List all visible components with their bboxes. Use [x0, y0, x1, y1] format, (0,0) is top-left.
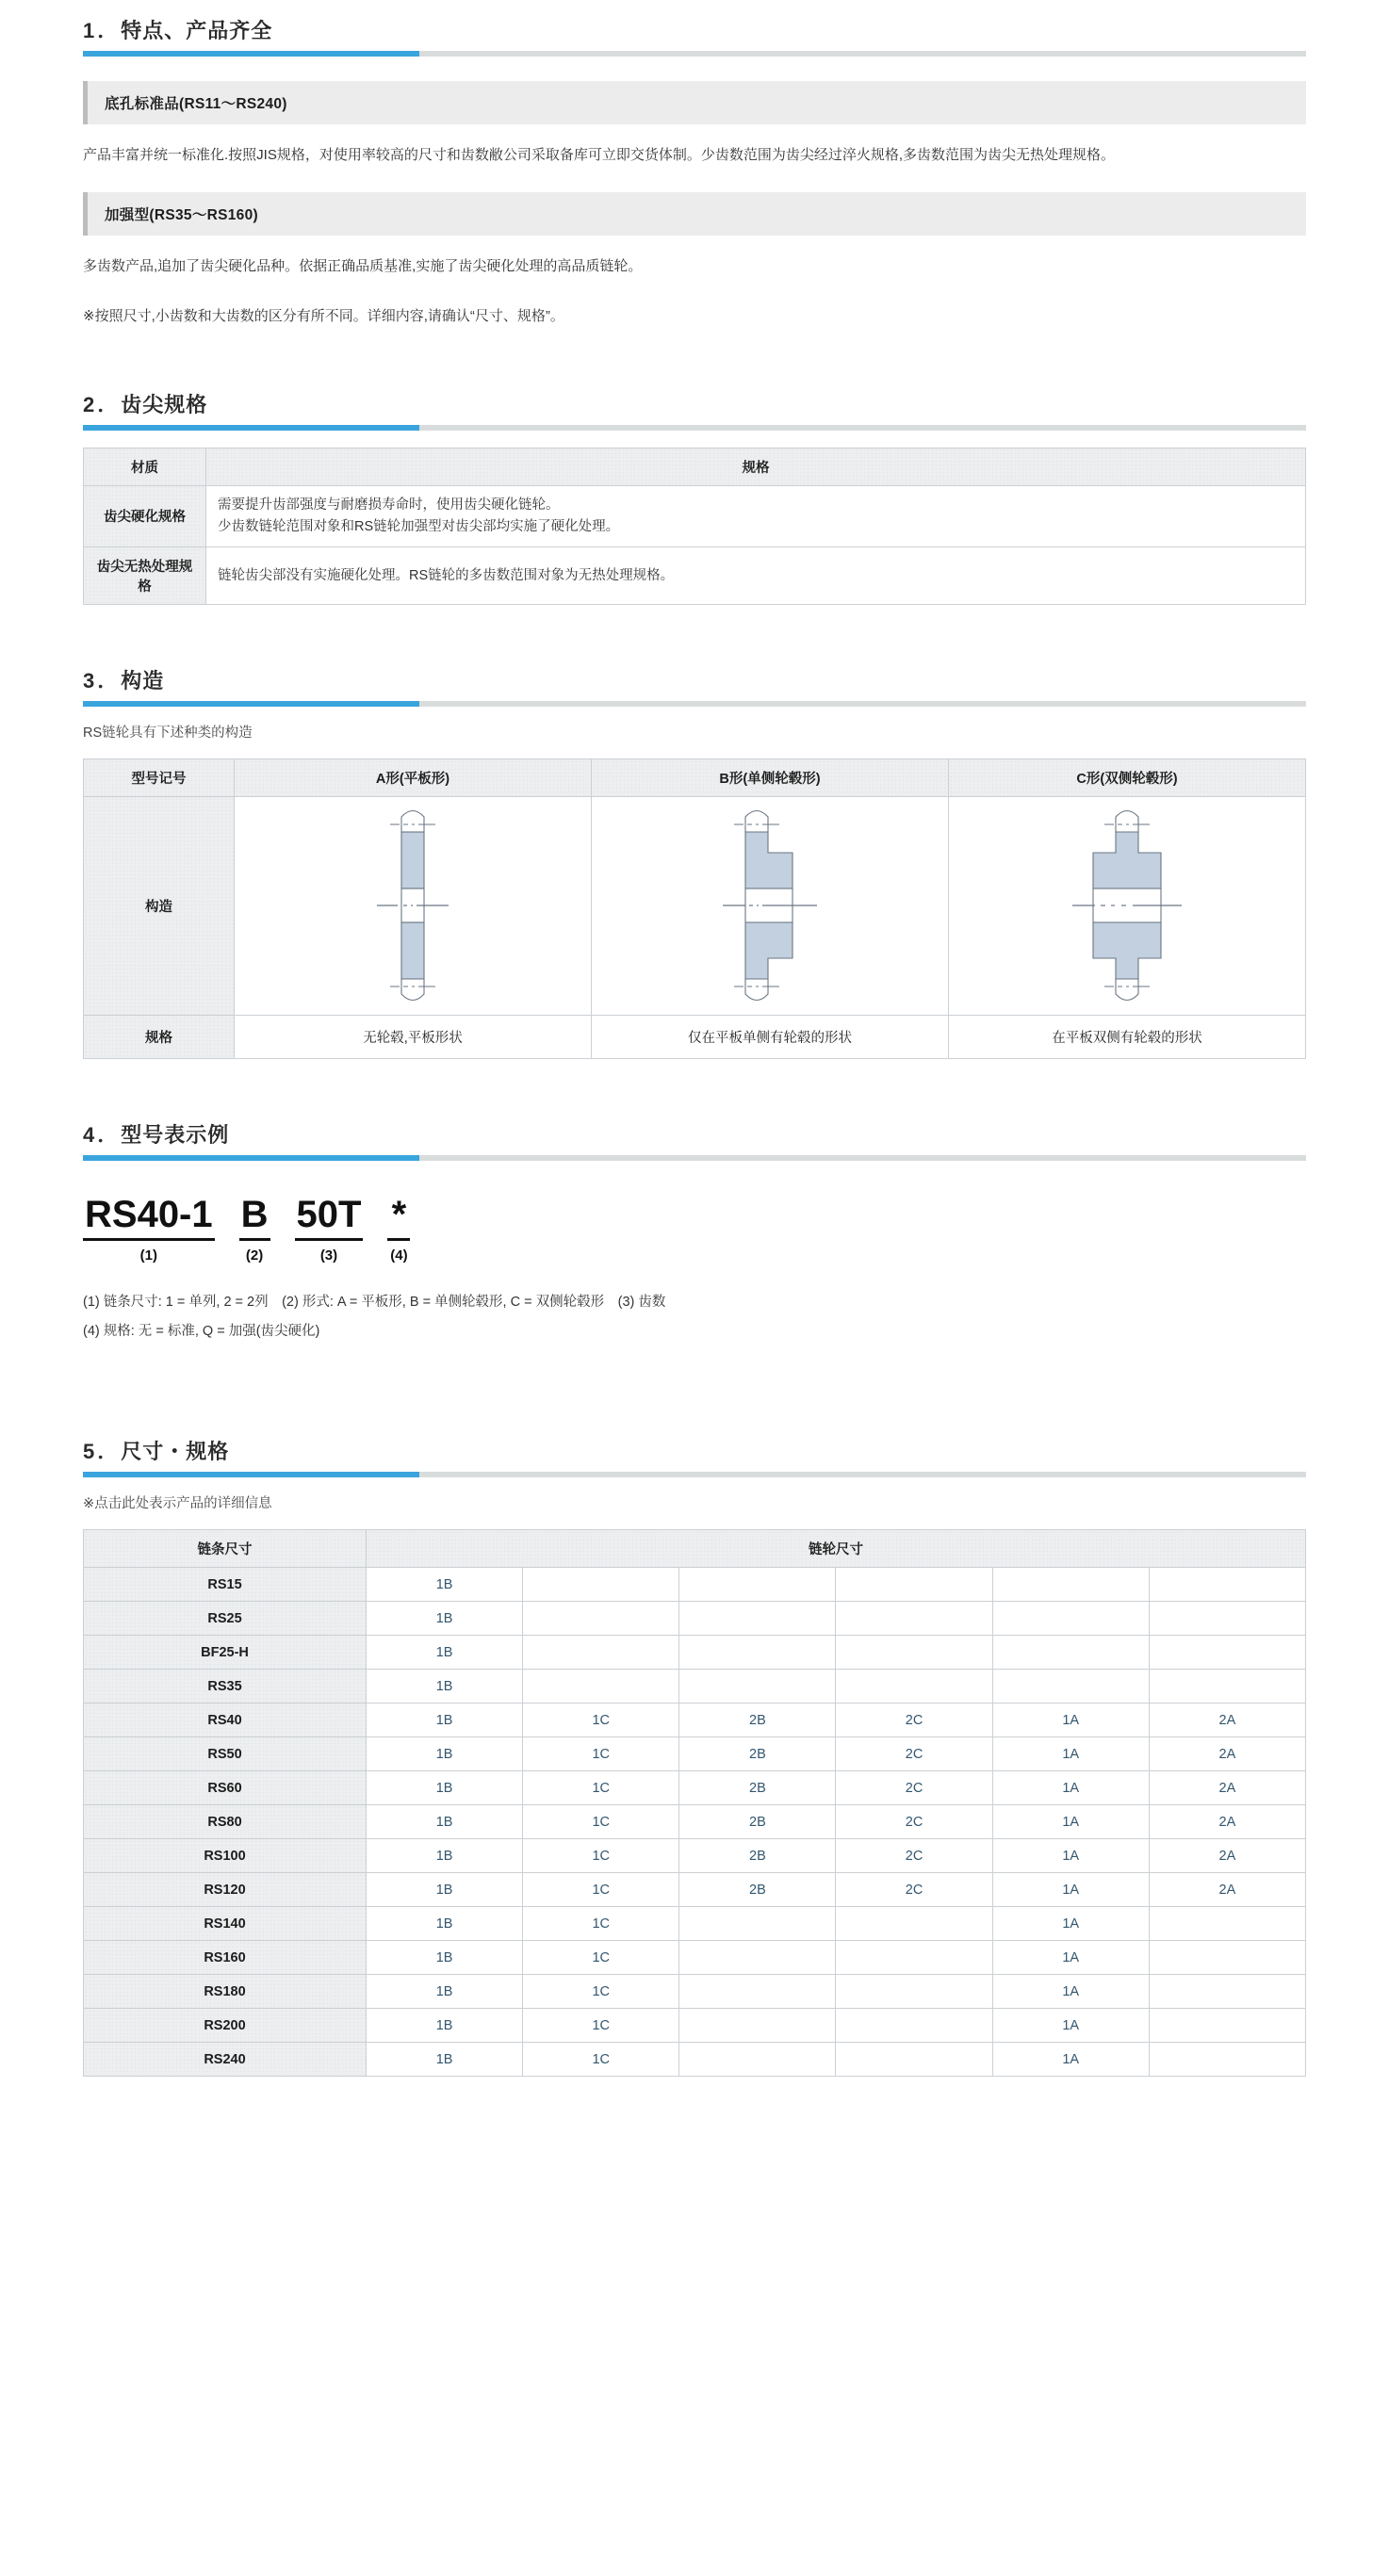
cell-diagram-a — [235, 797, 592, 1016]
sprocket-size-empty-cell — [1149, 1907, 1305, 1941]
sprocket-size-link[interactable]: 1A — [992, 1805, 1149, 1839]
sprocket-size-link[interactable]: 1C — [523, 1771, 679, 1805]
sprocket-size-link[interactable]: 2B — [679, 1737, 836, 1771]
section-1-heading — [0, 15, 1389, 57]
sprocket-size-empty-cell — [836, 1975, 992, 2009]
sprocket-size-empty-cell — [679, 1907, 836, 1941]
table-row — [84, 2043, 1306, 2077]
section-2-title-text: 齿尖规格 — [121, 392, 208, 416]
sprocket-size-empty-cell — [1149, 1941, 1305, 1975]
table-row-diagrams — [84, 797, 1306, 1016]
spacer-after-section-1 — [0, 329, 1389, 389]
sprocket-size-empty-cell — [679, 1941, 836, 1975]
sprocket-size-empty-cell — [1149, 1636, 1305, 1670]
sprocket-size-link[interactable]: 1A — [992, 1873, 1149, 1907]
construction-intro: RS链轮具有下述种类的构造 — [83, 726, 253, 742]
model-code-legend — [83, 1288, 1306, 1345]
spec-type-a: 无轮毂,平板形状 — [235, 1016, 592, 1059]
cell-diagram-c — [949, 797, 1306, 1016]
section-5-title — [83, 1436, 1306, 1472]
header-sprocket-size: 链轮尺寸 — [367, 1530, 1306, 1568]
table-row — [84, 1839, 1306, 1873]
sprocket-size-link[interactable]: 2A — [1149, 1839, 1305, 1873]
table-row — [84, 1805, 1306, 1839]
row-label-chain-size: RS80 — [84, 1805, 367, 1839]
header-model-symbol: 型号记号 — [84, 759, 235, 797]
table-row — [84, 1907, 1306, 1941]
code-segment-4 — [387, 1193, 410, 1264]
section-5-heading — [0, 1436, 1389, 1477]
header-type-a: A形(平板形) — [235, 759, 592, 797]
sprocket-size-empty-cell — [679, 1975, 836, 2009]
section-1-rule — [83, 51, 1306, 57]
sprocket-size-empty-cell — [992, 1670, 1149, 1704]
page-bottom-spacer — [0, 2077, 1389, 2120]
table-row — [84, 547, 1306, 605]
spec-line: 需要提升齿部强度与耐磨损寿命时，使用齿尖硬化链轮。 — [218, 497, 560, 513]
spacer-after-section-4 — [0, 1345, 1389, 1436]
sprocket-size-empty-cell — [679, 1636, 836, 1670]
dimensions-table — [83, 1529, 1306, 2077]
section-features — [0, 15, 1389, 329]
section-3-title — [83, 665, 1306, 701]
table-row — [84, 1602, 1306, 1636]
cell-diagram-b — [592, 797, 949, 1016]
table-header-row — [84, 1530, 1306, 1568]
code-glyph-tooth-count: 50T — [295, 1193, 364, 1241]
sprocket-size-link[interactable]: 2A — [1149, 1805, 1305, 1839]
sprocket-size-link[interactable]: 2C — [836, 1771, 992, 1805]
section-tooth-tip-spec — [0, 389, 1389, 605]
sprocket-size-link[interactable]: 1B — [367, 2009, 523, 2043]
sprocket-size-link[interactable]: 1C — [523, 1704, 679, 1737]
row-label-chain-size: RS35 — [84, 1670, 367, 1704]
sprocket-size-link[interactable]: 2C — [836, 1805, 992, 1839]
section-3-number: 3． — [83, 669, 122, 693]
sprocket-size-link[interactable]: 1A — [992, 2009, 1149, 2043]
row-label-chain-size: RS160 — [84, 1941, 367, 1975]
sprocket-size-link[interactable]: 1A — [992, 1771, 1149, 1805]
sprocket-size-empty-cell — [1149, 1568, 1305, 1602]
sprocket-size-empty-cell — [836, 1602, 992, 1636]
table-row — [84, 1975, 1306, 2009]
sprocket-size-link[interactable]: 1A — [992, 1907, 1149, 1941]
section-4-title-text: 型号表示例 — [121, 1123, 230, 1148]
sprocket-size-link[interactable]: 1A — [992, 1839, 1149, 1873]
sprocket-size-link[interactable]: 2C — [836, 1873, 992, 1907]
table-row — [84, 1873, 1306, 1907]
sprocket-size-empty-cell — [992, 1636, 1149, 1670]
sprocket-size-link[interactable]: 1B — [367, 1704, 523, 1737]
section-3-rule — [83, 701, 1306, 707]
table-header-row — [84, 759, 1306, 797]
spec-type-b: 仅在平板单侧有轮毂的形状 — [592, 1016, 949, 1059]
row-label-chain-size: RS120 — [84, 1873, 367, 1907]
table-header-row — [84, 448, 1306, 485]
sprocket-type-a-diagram — [319, 800, 507, 1012]
row-label-chain-size: RS50 — [84, 1737, 367, 1771]
sprocket-size-link[interactable]: 1B — [367, 1670, 523, 1704]
sprocket-size-link[interactable]: 1B — [367, 1771, 523, 1805]
sprocket-size-link[interactable]: 2B — [679, 1704, 836, 1737]
sprocket-size-empty-cell — [836, 1636, 992, 1670]
row-label-chain-size: RS40 — [84, 1704, 367, 1737]
row-label-chain-size: RS140 — [84, 1907, 367, 1941]
sprocket-size-empty-cell — [992, 1602, 1149, 1636]
row-label-chain-size: RS200 — [84, 2009, 367, 2043]
sprocket-size-empty-cell — [679, 1568, 836, 1602]
dimensions-intro: ※点击此处表示产品的详细信息 — [83, 1496, 272, 1511]
band-standard-bore: 底孔标准品(RS11～RS240) — [83, 81, 1306, 124]
sprocket-size-link[interactable]: 2C — [836, 1704, 992, 1737]
sprocket-size-link[interactable]: 1C — [523, 1839, 679, 1873]
row-label-chain-size: RS240 — [84, 2043, 367, 2077]
section-dimensions — [0, 1436, 1389, 2077]
table-row-specs — [84, 1016, 1306, 1059]
sprocket-size-link[interactable]: 1B — [367, 1873, 523, 1907]
section-2-number: 2． — [83, 392, 122, 416]
sprocket-size-empty-cell — [992, 1568, 1149, 1602]
section-5-title-text: 尺寸・规格 — [121, 1440, 230, 1463]
sprocket-size-link[interactable]: 1B — [367, 1636, 523, 1670]
section-3-title-text: 构造 — [121, 669, 165, 693]
section-1-title — [83, 15, 1306, 51]
sprocket-size-empty-cell — [1149, 2043, 1305, 2077]
spec-type-c: 在平板双侧有轮毂的形状 — [949, 1016, 1306, 1059]
sprocket-size-empty-cell — [523, 1670, 679, 1704]
sprocket-size-link[interactable]: 1B — [367, 1907, 523, 1941]
sprocket-size-link[interactable]: 1B — [367, 1975, 523, 2009]
sprocket-size-link[interactable]: 1A — [992, 2043, 1149, 2077]
table-row — [84, 2009, 1306, 2043]
row-label-chain-size: BF25-H — [84, 1636, 367, 1670]
spacer-after-section-2 — [0, 605, 1389, 665]
section-2-heading — [0, 389, 1389, 431]
section-construction — [0, 665, 1389, 1059]
sprocket-size-link[interactable]: 1C — [523, 1873, 679, 1907]
row-label-chain-size: RS25 — [84, 1602, 367, 1636]
sprocket-size-link[interactable]: 2A — [1149, 1737, 1305, 1771]
sprocket-size-link[interactable]: 1A — [992, 1704, 1149, 1737]
section-4-rule — [83, 1155, 1306, 1161]
spacer-after-section-3 — [0, 1059, 1389, 1119]
sprocket-size-empty-cell — [1149, 1602, 1305, 1636]
sprocket-size-link[interactable]: 1A — [992, 1941, 1149, 1975]
sprocket-size-empty-cell — [836, 1568, 992, 1602]
sprocket-size-empty-cell — [679, 2043, 836, 2077]
sprocket-type-c-diagram — [1033, 800, 1221, 1012]
sprocket-size-link[interactable]: 1C — [523, 1737, 679, 1771]
row-label-hardened: 齿尖硬化规格 — [84, 485, 206, 546]
sprocket-size-link[interactable]: 1B — [367, 1602, 523, 1636]
sprocket-size-empty-cell — [1149, 1670, 1305, 1704]
top-spacer — [0, 0, 1389, 15]
code-segment-1 — [83, 1193, 215, 1264]
sprocket-size-link[interactable]: 2A — [1149, 1771, 1305, 1805]
sprocket-size-link[interactable]: 2B — [679, 1805, 836, 1839]
table-row — [84, 1670, 1306, 1704]
section-4-number: 4． — [83, 1123, 122, 1148]
sprocket-size-empty-cell — [836, 2043, 992, 2077]
sprocket-size-link[interactable]: 1B — [367, 1568, 523, 1602]
sprocket-size-link[interactable]: 1C — [523, 1941, 679, 1975]
sprocket-size-link[interactable]: 2B — [679, 1771, 836, 1805]
legend-line-1: (1) 链条尺寸: 1 = 单列, 2 = 2列 (2) 形式: A = 平板形, B = 单侧轮毂形, C = 双侧轮毂形 (3) 齿数 — [83, 1295, 666, 1311]
spec-line: 少齿数链轮范围对象和RS链轮加强型对齿尖部均实施了硬化处理。 — [218, 518, 620, 534]
sprocket-size-empty-cell — [836, 1907, 992, 1941]
header-material: 材质 — [84, 448, 206, 485]
row-label-chain-size: RS180 — [84, 1975, 367, 2009]
table-row — [84, 1568, 1306, 1602]
sprocket-size-link[interactable]: 1C — [523, 1975, 679, 2009]
table-row — [84, 1636, 1306, 1670]
sprocket-size-empty-cell — [836, 2009, 992, 2043]
sprocket-size-link[interactable]: 1B — [367, 1805, 523, 1839]
sprocket-size-empty-cell — [679, 1602, 836, 1636]
row-body-untreated — [206, 547, 1306, 605]
sprocket-size-empty-cell — [523, 1636, 679, 1670]
code-index-3: (3) — [319, 1247, 338, 1264]
code-glyph-form: B — [239, 1193, 270, 1241]
table-row — [84, 1941, 1306, 1975]
sprocket-size-link[interactable]: 1C — [523, 1907, 679, 1941]
table-row — [84, 1771, 1306, 1805]
sprocket-type-b-diagram — [676, 800, 864, 1012]
code-index-4: (4) — [390, 1247, 408, 1264]
sprocket-size-link[interactable]: 1C — [523, 1805, 679, 1839]
sprocket-size-link[interactable]: 1C — [523, 2043, 679, 2077]
table-row — [84, 1704, 1306, 1737]
row-label-chain-size: RS60 — [84, 1771, 367, 1805]
tooth-tip-spec-table — [83, 448, 1306, 605]
code-glyph-chain-size: RS40-1 — [83, 1193, 215, 1241]
row-label-construction: 构造 — [84, 797, 235, 1016]
sprocket-size-link[interactable]: 1C — [523, 2009, 679, 2043]
code-segment-3 — [295, 1193, 364, 1264]
legend-line-2: (4) 规格: 无 = 标准, Q = 加强(齿尖硬化) — [83, 1323, 320, 1339]
sprocket-size-empty-cell — [679, 2009, 836, 2043]
sprocket-size-empty-cell — [836, 1941, 992, 1975]
header-type-c: C形(双侧轮毂形) — [949, 759, 1306, 797]
section-4-heading — [0, 1119, 1389, 1161]
row-label-chain-size: RS100 — [84, 1839, 367, 1873]
paragraph-size-note: ※按照尺寸,小齿数和大齿数的区分有所不同。详细内容,请确认“尺寸、规格”。 — [83, 307, 564, 324]
sprocket-size-empty-cell — [1149, 1975, 1305, 2009]
table-row — [84, 485, 1306, 546]
sprocket-size-link[interactable]: 2B — [679, 1873, 836, 1907]
row-label-spec: 规格 — [84, 1016, 235, 1059]
section-2-rule — [83, 425, 1306, 431]
table-row — [84, 1737, 1306, 1771]
section-5-number: 5． — [83, 1440, 122, 1463]
model-code-row — [83, 1193, 1306, 1264]
construction-table — [83, 758, 1306, 1059]
code-index-2: (2) — [245, 1247, 264, 1264]
spec-line: 链轮齿尖部没有实施硬化处理。RS链轮的多齿数范围对象为无热处理规格。 — [218, 567, 675, 583]
dimensions-table-body — [84, 1568, 1306, 2077]
header-type-b: B形(单侧轮毂形) — [592, 759, 949, 797]
sprocket-size-empty-cell — [523, 1602, 679, 1636]
section-1-title-text: 特点、产品齐全 — [121, 19, 273, 42]
band-reinforced: 加强型(RS35～RS160) — [83, 192, 1306, 236]
section-4-title — [83, 1119, 1306, 1155]
row-label-untreated: 齿尖无热处理规格 — [84, 547, 206, 605]
section-5-rule — [83, 1472, 1306, 1477]
section-model-code — [0, 1119, 1389, 1345]
row-body-hardened — [206, 485, 1306, 546]
sprocket-size-empty-cell — [1149, 2009, 1305, 2043]
sprocket-size-link[interactable]: 2C — [836, 1737, 992, 1771]
sprocket-size-link[interactable]: 2B — [679, 1839, 836, 1873]
code-index-1: (1) — [139, 1247, 157, 1264]
sprocket-size-link[interactable]: 2C — [836, 1839, 992, 1873]
sprocket-size-link[interactable]: 1B — [367, 1839, 523, 1873]
code-segment-2 — [239, 1193, 270, 1264]
paragraph-reinforced: 多齿数产品,追加了齿尖硬化品种。依据正确品质基准,实施了齿尖硬化处理的高品质链轮。 — [83, 258, 643, 275]
sprocket-size-link[interactable]: 1A — [992, 1737, 1149, 1771]
sprocket-size-link[interactable]: 2A — [1149, 1704, 1305, 1737]
paragraph-standard-bore: 产品丰富并统一标准化.按照JIS规格，对使用率较高的尺寸和齿数敝公司采取备库可立即交货体制。少齿数范围为齿尖经过淬火规格,多齿数范围为齿尖无热处理规格。 — [83, 147, 1116, 163]
section-2-title — [83, 389, 1306, 425]
sprocket-size-empty-cell — [679, 1670, 836, 1704]
header-spec: 规格 — [206, 448, 1306, 485]
sprocket-size-empty-cell — [836, 1670, 992, 1704]
sprocket-size-link[interactable]: 1A — [992, 1975, 1149, 2009]
header-chain-size: 链条尺寸 — [84, 1530, 367, 1568]
sprocket-size-link[interactable]: 1B — [367, 1941, 523, 1975]
section-3-heading — [0, 665, 1389, 707]
sprocket-size-empty-cell — [523, 1568, 679, 1602]
sprocket-size-link[interactable]: 2A — [1149, 1873, 1305, 1907]
row-label-chain-size: RS15 — [84, 1568, 367, 1602]
sprocket-size-link[interactable]: 1B — [367, 1737, 523, 1771]
code-glyph-spec: * — [387, 1193, 410, 1241]
sprocket-size-link[interactable]: 1B — [367, 2043, 523, 2077]
model-code-example — [0, 1193, 1389, 1264]
section-1-number: 1． — [83, 19, 122, 42]
